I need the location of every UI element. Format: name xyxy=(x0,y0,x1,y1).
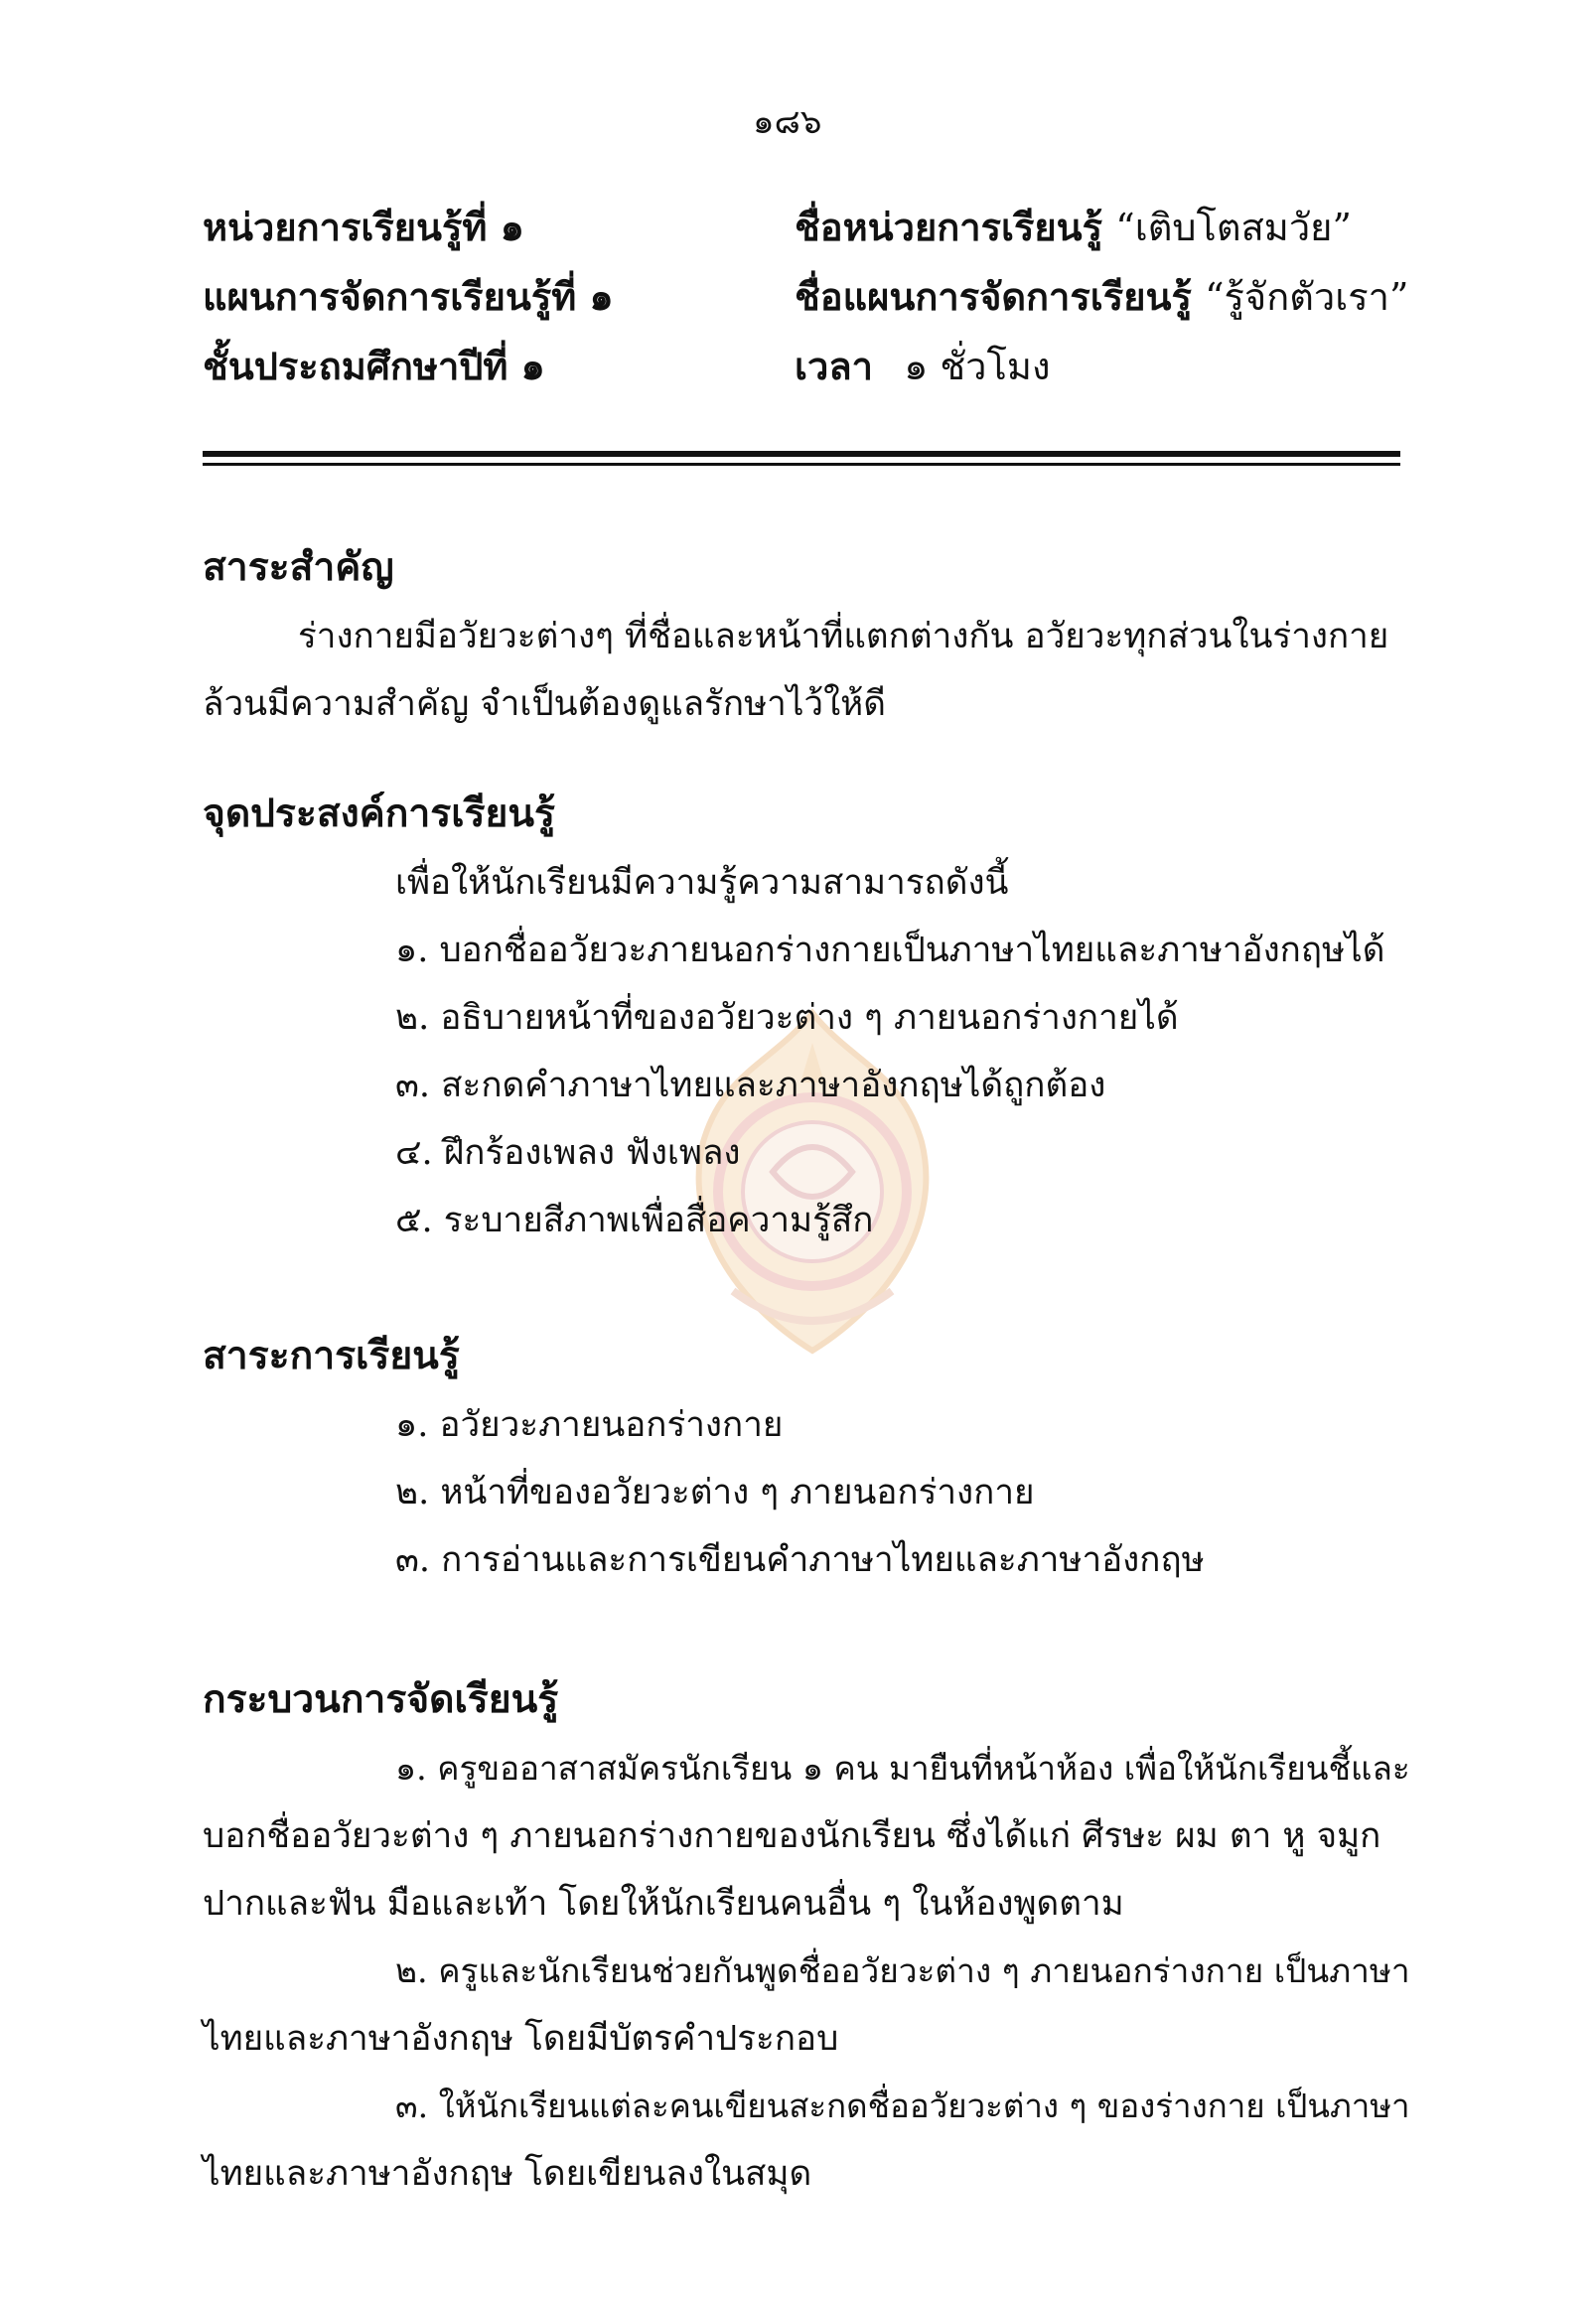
unit-name-label: ชื่อหน่วยการเรียนรู้ xyxy=(795,205,1103,249)
process-step-line: บอกชื่ออวัยวะต่าง ๆ ภายนอกร่างกายของนักเรียน ซึ่งได้แก่ ศีรษะ ผม ตา หู จมูก xyxy=(203,1816,1381,1856)
objective-item: ๔. ฝึกร้องเพลง ฟังเพลง xyxy=(395,1133,741,1173)
key-concept-line: ล้วนมีความสำคัญ จำเป็นต้องดูแลรักษาไว้ให้ดี xyxy=(203,684,886,724)
plan-name-value: “รู้จักตัวเรา” xyxy=(1205,275,1409,319)
key-concept-line: ร่างกายมีอวัยวะต่างๆ ที่ชื่อและหน้าที่แตกต่างกัน อวัยวะทุกส่วนในร่างกาย xyxy=(298,617,1389,656)
process-step-line: ไทยและภาษาอังกฤษ โดยเขียนลงในสมุด xyxy=(203,2154,812,2194)
plan-label: แผนการจัดการเรียนรู้ที่ ๑ xyxy=(203,274,614,319)
plan-name-label: ชื่อแผนการจัดการเรียนรู้ xyxy=(795,274,1192,319)
time-label: เวลา xyxy=(795,344,873,388)
section-heading-objectives: จุดประสงค์การเรียนรู้ xyxy=(203,791,555,836)
objective-item: ๑. บอกชื่ออวัยวะภายนอกร่างกายเป็นภาษาไทยและภาษาอังกฤษได้ xyxy=(395,931,1385,970)
content-item: ๒. หน้าที่ของอวัยวะต่าง ๆ ภายนอกร่างกาย xyxy=(395,1473,1035,1512)
section-heading-process: กระบวนการจัดเรียนรู้ xyxy=(203,1676,559,1722)
process-step-line: ๑. ครูขออาสาสมัครนักเรียน ๑ คน มายืนที่หน้าห้อง เพื่อให้นักเรียนชี้และ xyxy=(395,1749,1410,1788)
page-number: ๑๘๖ xyxy=(753,102,822,142)
section-heading-content: สาระการเรียนรู้ xyxy=(203,1333,460,1378)
process-step-line: ๓. ให้นักเรียนแต่ละคนเขียนสะกดชื่ออวัยวะต่าง ๆ ของร่างกาย เป็นภาษา xyxy=(395,2087,1410,2125)
grade-label: ชั้นประถมศึกษาปีที่ ๑ xyxy=(203,344,545,388)
objective-item: ๕. ระบายสีภาพเพื่อสื่อความรู้สึก xyxy=(395,1201,874,1240)
content-item: ๓. การอ่านและการเขียนคำภาษาไทยและภาษาอังกฤษ xyxy=(395,1540,1205,1580)
unit-name-value: “เติบโตสมวัย” xyxy=(1115,206,1352,249)
header-rule-thin xyxy=(203,463,1400,466)
objective-item: ๒. อธิบายหน้าที่ของอวัยวะต่าง ๆ ภายนอกร่างกายได้ xyxy=(395,998,1179,1038)
section-heading-key-concept: สาระสำคัญ xyxy=(203,544,394,590)
process-step-line: ๒. ครูและนักเรียนช่วยกันพูดชื่ออวัยวะต่าง ๆ ภายนอกร่างกาย เป็นภาษา xyxy=(395,1951,1410,1990)
emblem-watermark-icon xyxy=(663,1003,961,1361)
objective-item: ๓. สะกดคำภาษาไทยและภาษาอังกฤษได้ถูกต้อง xyxy=(395,1066,1106,1105)
unit-name xyxy=(795,205,1352,249)
plan-name xyxy=(795,274,1409,319)
process-step-line: ปากและฟัน มือและเท้า โดยให้นักเรียนคนอื่น ๆ ในห้องพูดตาม xyxy=(203,1884,1124,1924)
time xyxy=(795,344,1051,388)
content-item: ๑. อวัยวะภายนอกร่างกาย xyxy=(395,1405,784,1445)
header-rule-thick xyxy=(203,451,1400,457)
time-value: ๑ ชั่วโมง xyxy=(904,345,1051,388)
process-step-line: ไทยและภาษาอังกฤษ โดยมีบัตรคำประกอบ xyxy=(203,2019,839,2059)
objectives-intro: เพื่อให้นักเรียนมีความรู้ความสามารถดังนี้ xyxy=(395,863,1009,903)
unit-label: หน่วยการเรียนรู้ที่ ๑ xyxy=(203,205,524,249)
